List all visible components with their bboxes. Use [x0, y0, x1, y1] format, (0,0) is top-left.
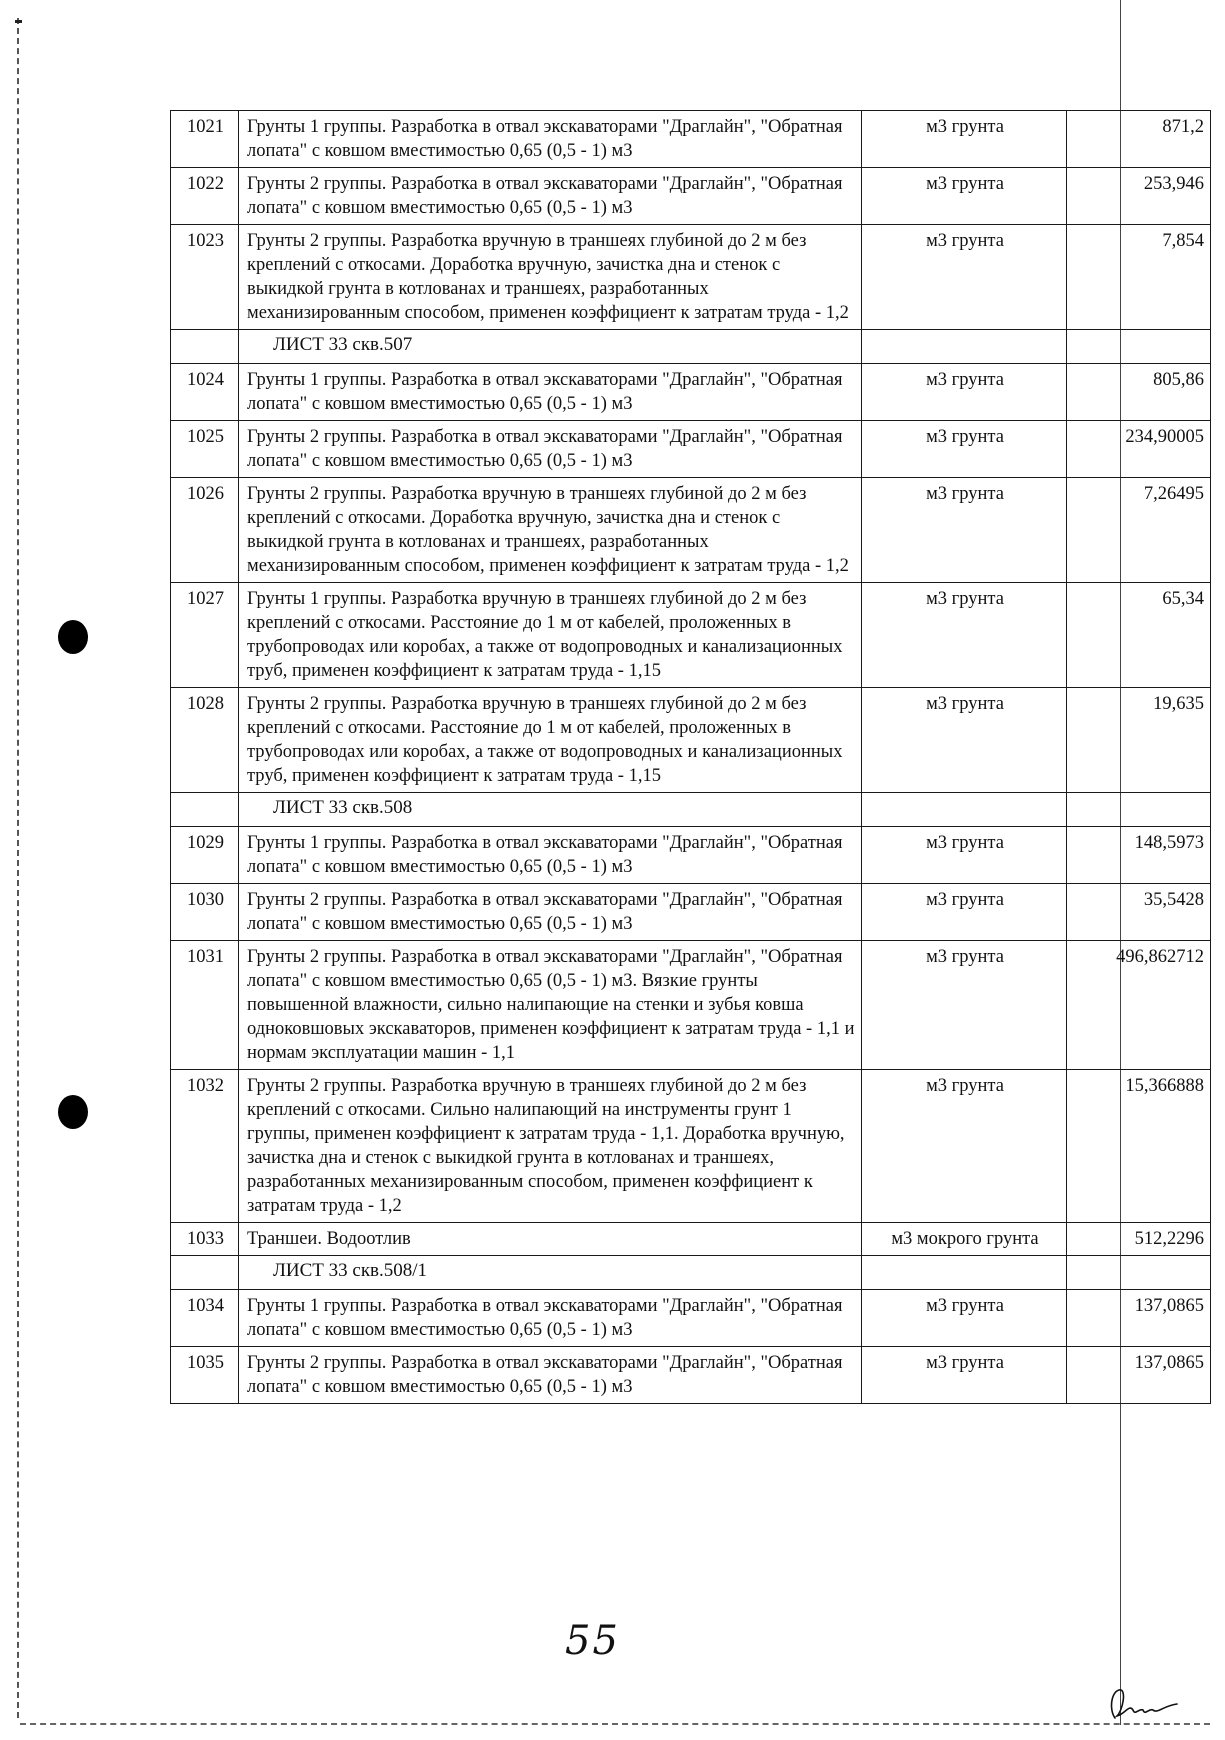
item-number: 1032	[171, 1070, 239, 1223]
item-number: 1026	[171, 478, 239, 583]
sheet-title: ЛИСТ 33 скв.508	[239, 793, 862, 827]
sheet-unit-cell	[862, 1256, 1067, 1290]
item-unit: м3 мокрого грунта	[862, 1223, 1067, 1256]
item-description: Грунты 2 группы. Разработка вручную в траншеях глубиной до 2 м без креплений с откосами. Сильно налипающий на инструменты грунт 1 группы, применен коэффициент к затратам труда - 1,1. Доработка вручную, зачистка дна и стенок с выкидкой грунта в котлованах и траншеях, разработанных механизированным способом, применен коэффициент к затратам труда - 1,2	[239, 1070, 862, 1223]
item-description: Грунты 2 группы. Разработка вручную в траншеях глубиной до 2 м без креплений с откосами. Доработка вручную, зачистка дна и стенок с выкидкой грунта в котлованах и траншеях, разработанных механизированным способом, применен коэффициент к затратам труда - 1,2	[239, 478, 862, 583]
item-description: Грунты 2 группы. Разработка вручную в траншеях глубиной до 2 м без креплений с откосами. Доработка вручную, зачистка дна и стенок с выкидкой грунта в котлованах и траншеях, разработанных механизированным способом, применен коэффициент к затратам труда - 1,2	[239, 225, 862, 330]
scan-bottom-edge-line	[20, 1723, 1210, 1725]
item-number: 1025	[171, 421, 239, 478]
item-unit: м3 грунта	[862, 478, 1067, 583]
table-row	[171, 884, 1211, 941]
item-description: Грунты 1 группы. Разработка в отвал экскаваторами "Драглайн", "Обратная лопата" с ковшом вместимостью 0,65 (0,5 - 1) м3	[239, 1290, 862, 1347]
table-row	[171, 941, 1211, 1070]
item-quantity: 137,0865	[1067, 1290, 1211, 1347]
item-description: Грунты 2 группы. Разработка в отвал экскаваторами "Драглайн", "Обратная лопата" с ковшом вместимостью 0,65 (0,5 - 1) м3	[239, 884, 862, 941]
item-description: Траншеи. Водоотлив	[239, 1223, 862, 1256]
item-unit: м3 грунта	[862, 1070, 1067, 1223]
signature-mark	[1105, 1670, 1185, 1725]
item-unit: м3 грунта	[862, 688, 1067, 793]
item-quantity: 35,5428	[1067, 884, 1211, 941]
table-row	[171, 1223, 1211, 1256]
item-number: 1030	[171, 884, 239, 941]
item-unit: м3 грунта	[862, 1290, 1067, 1347]
item-number: 1023	[171, 225, 239, 330]
scan-left-edge-line	[17, 18, 19, 1718]
item-quantity: 805,86	[1067, 364, 1211, 421]
item-number: 1021	[171, 111, 239, 168]
item-unit: м3 грунта	[862, 583, 1067, 688]
works-table-body	[171, 111, 1211, 1404]
item-unit: м3 грунта	[862, 421, 1067, 478]
item-quantity: 65,34	[1067, 583, 1211, 688]
sheet-qty-cell	[1067, 330, 1211, 364]
item-number: 1035	[171, 1347, 239, 1404]
table-row	[171, 583, 1211, 688]
table-row	[171, 688, 1211, 793]
sheet-title: ЛИСТ 33 скв.508/1	[239, 1256, 862, 1290]
item-description: Грунты 2 группы. Разработка в отвал экскаваторами "Драглайн", "Обратная лопата" с ковшом вместимостью 0,65 (0,5 - 1) м3	[239, 1347, 862, 1404]
sheet-header-row	[171, 330, 1211, 364]
page-number: 55	[565, 1618, 620, 1664]
item-description: Грунты 1 группы. Разработка вручную в траншеях глубиной до 2 м без креплений с откосами. Расстояние до 1 м от кабелей, проложенных в трубопроводах или коробах, а также от водопроводных и канализационных труб, применен коэффициент к затратам труда - 1,15	[239, 583, 862, 688]
item-quantity: 234,90005	[1067, 421, 1211, 478]
item-number: 1024	[171, 364, 239, 421]
table-row	[171, 1070, 1211, 1223]
item-number: 1031	[171, 941, 239, 1070]
sheet-qty-cell	[1067, 1256, 1211, 1290]
item-description: Грунты 2 группы. Разработка вручную в траншеях глубиной до 2 м без креплений с откосами. Расстояние до 1 м от кабелей, проложенных в трубопроводах или коробах, а также от водопроводных и канализационных труб, применен коэффициент к затратам труда - 1,15	[239, 688, 862, 793]
sheet-unit-cell	[862, 330, 1067, 364]
item-quantity: 7,26495	[1067, 478, 1211, 583]
table-row	[171, 827, 1211, 884]
item-quantity: 253,946	[1067, 168, 1211, 225]
table-row	[171, 421, 1211, 478]
item-number: 1033	[171, 1223, 239, 1256]
item-unit: м3 грунта	[862, 364, 1067, 421]
table-row	[171, 225, 1211, 330]
table-row	[171, 111, 1211, 168]
item-quantity: 496,862712	[1067, 941, 1211, 1070]
table-row	[171, 478, 1211, 583]
item-unit: м3 грунта	[862, 827, 1067, 884]
item-number: 1034	[171, 1290, 239, 1347]
item-quantity: 19,635	[1067, 688, 1211, 793]
item-number: 1028	[171, 688, 239, 793]
scan-top-tick	[15, 20, 22, 23]
sheet-title: ЛИСТ 33 скв.507	[239, 330, 862, 364]
item-description: Грунты 1 группы. Разработка в отвал экскаваторами "Драглайн", "Обратная лопата" с ковшом вместимостью 0,65 (0,5 - 1) м3	[239, 364, 862, 421]
item-number: 1027	[171, 583, 239, 688]
item-unit: м3 грунта	[862, 1347, 1067, 1404]
sheet-num-cell	[171, 1256, 239, 1290]
item-quantity: 148,5973	[1067, 827, 1211, 884]
item-description: Грунты 1 группы. Разработка в отвал экскаваторами "Драглайн", "Обратная лопата" с ковшом вместимостью 0,65 (0,5 - 1) м3	[239, 111, 862, 168]
punch-hole-bottom	[58, 1095, 88, 1129]
sheet-num-cell	[171, 330, 239, 364]
sheet-unit-cell	[862, 793, 1067, 827]
item-description: Грунты 2 группы. Разработка в отвал экскаваторами "Драглайн", "Обратная лопата" с ковшом вместимостью 0,65 (0,5 - 1) м3. Вязкие грунты повышенной влажности, сильно налипающие на стенки и зубья ковша одноковшовых экскаваторов, применен коэффициент к затратам труда - 1,1 и нормам эксплуатации машин - 1,1	[239, 941, 862, 1070]
item-quantity: 7,854	[1067, 225, 1211, 330]
works-table	[170, 110, 1211, 1404]
item-quantity: 871,2	[1067, 111, 1211, 168]
table-row	[171, 168, 1211, 225]
item-description: Грунты 2 группы. Разработка в отвал экскаваторами "Драглайн", "Обратная лопата" с ковшом вместимостью 0,65 (0,5 - 1) м3	[239, 421, 862, 478]
table-row	[171, 1347, 1211, 1404]
item-description: Грунты 1 группы. Разработка в отвал экскаваторами "Драглайн", "Обратная лопата" с ковшом вместимостью 0,65 (0,5 - 1) м3	[239, 827, 862, 884]
item-unit: м3 грунта	[862, 884, 1067, 941]
item-number: 1022	[171, 168, 239, 225]
item-unit: м3 грунта	[862, 168, 1067, 225]
item-number: 1029	[171, 827, 239, 884]
item-quantity: 137,0865	[1067, 1347, 1211, 1404]
sheet-header-row	[171, 793, 1211, 827]
item-quantity: 15,366888	[1067, 1070, 1211, 1223]
item-unit: м3 грунта	[862, 941, 1067, 1070]
item-description: Грунты 2 группы. Разработка в отвал экскаваторами "Драглайн", "Обратная лопата" с ковшом вместимостью 0,65 (0,5 - 1) м3	[239, 168, 862, 225]
sheet-qty-cell	[1067, 793, 1211, 827]
item-unit: м3 грунта	[862, 111, 1067, 168]
item-quantity: 512,2296	[1067, 1223, 1211, 1256]
sheet-num-cell	[171, 793, 239, 827]
table-row	[171, 1290, 1211, 1347]
punch-hole-top	[58, 620, 88, 654]
table-row	[171, 364, 1211, 421]
sheet-header-row	[171, 1256, 1211, 1290]
item-unit: м3 грунта	[862, 225, 1067, 330]
